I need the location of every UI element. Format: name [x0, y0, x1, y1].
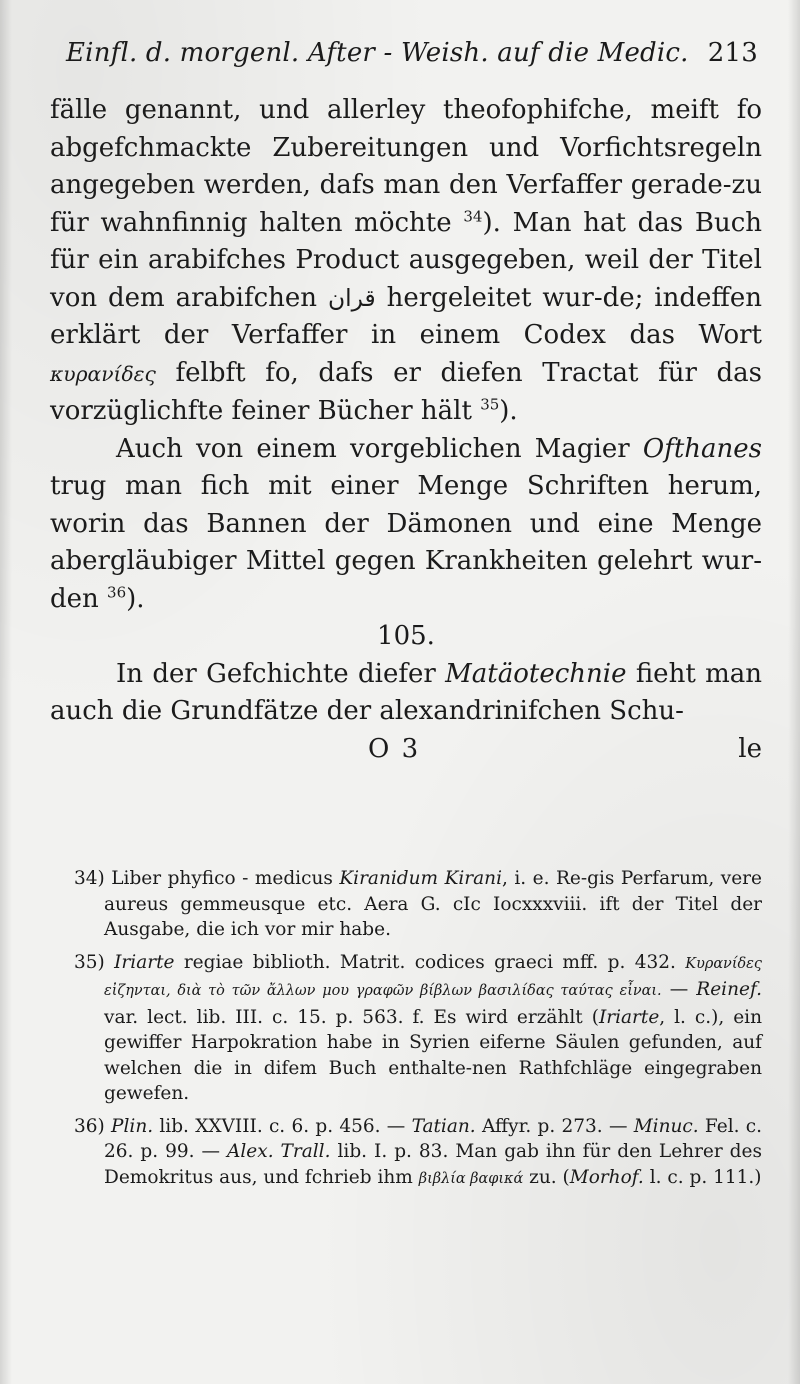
- right-scan-shadow: [788, 0, 800, 1384]
- running-head: [66, 38, 758, 76]
- running-head-title: Einfl. d. morgenl. After - Weish. auf die Medic.: [66, 38, 689, 68]
- footnote-35: 35) Iriarte regiae biblioth. Matrit. codices graeci mff. p. 432. Κυρανίδες εἰζηνται, διὰ τὸ τῶν ἄλλων μου γραφῶν βίβλων βασιλίδας ταύτας εἶναι. — Reinef. var. lect. lib. III. c. 15. p. 563. f. Es wird erzählt (Iriarte, l. c.), ein gewiffer Harpokration habe in Syrien eiferne Säulen gefunden, auf welchen die in difem Buch enthalte-nen Rathfchläge eingegraben gewefen.: [74, 951, 763, 1104]
- footnote-reference-35: 35: [480, 395, 500, 414]
- italic-term: Matäotechnie: [445, 658, 627, 689]
- printer-signature: O 3: [368, 733, 421, 764]
- footnotes: [74, 866, 762, 1199]
- footnote-34: 34) Liber phyfico - medicus Kiranidum Kirani, i. e. Re-gis Perfarum, vere aureus gemmeusque etc. Aera G. cIc Iocxxxviii. ift der Titel der Ausgabe, die ich vor mir habe.: [74, 868, 762, 940]
- paragraph-2: Auch von einem vorgeblichen Magier Ofthanes trug man fich mit einer Menge Schriften herum, worin das Bannen der Dämonen und eine Menge abergläubiger Mittel gegen Krankheiten gelehrt wur-den $^{36}$).: [50, 433, 763, 614]
- main-text: [50, 92, 762, 768]
- section-number: 105.: [377, 621, 435, 651]
- paragraph-3: In der Gefchichte diefer Matäotechnie fieht man auch die Grundfätze der alexandrinifchen Schu-: [50, 658, 763, 726]
- greek-citation: Κυρανίδες εἰζηνται, διὰ τὸ τῶν ἄλλων μου γραφῶν βίβλων βασιλίδας ταύτας εἶναι.: [104, 955, 762, 999]
- paragraph-1: fälle genannt, und allerley theofophifche, meift fo abgefchmackte Zubereitungen und Vorfichtsregeln angegeben werden, dafs man den Verfaffer gerade-zu für wahnfinnig halten möchte $^{34}$). Man hat das Buch für ein arabifches Product ausgegeben, weil der Titel von dem arabifchen قران hergeleitet wur-de; indeffen erklärt der Verfaffer in einem Codex das Wort κυρανίδες felbft fo, dafs er diefen Tractat für das vorzüglichfte feiner Bücher hält $^{35}$).: [50, 95, 762, 426]
- left-scan-shadow: [0, 0, 12, 1384]
- magician-name: Ofthanes: [642, 433, 763, 464]
- footnote-reference-36: 36: [107, 582, 127, 601]
- arabic-word: قران: [327, 283, 376, 312]
- page-number: 213: [707, 38, 758, 68]
- signature-line: [50, 731, 762, 769]
- greek-word: κυρανίδες: [50, 361, 156, 386]
- footnote-reference-34: 34: [463, 206, 483, 225]
- footnote-36: 36) Plin. lib. XXVIII. c. 6. p. 456. — Tatian. Affyr. p. 273. — Minuc. Fel. c. 26. p. 99. — Alex. Trall. lib. I. p. 83. Man gab ihn für den Lehrer des Demokritus aus, und fchrieb ihm βιβλία βαφικά zu. (Morhof. l. c. p. 111.): [74, 1115, 762, 1188]
- catchword: le: [738, 733, 762, 764]
